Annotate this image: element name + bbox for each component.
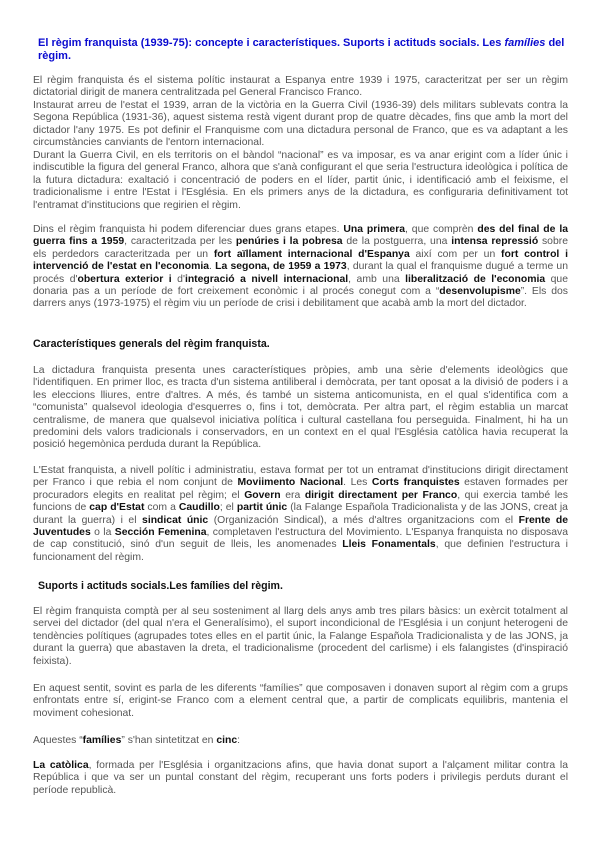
characteristics-paragraph-2: L'Estat franquista, a nivell polític i administratiu, estava format per tot un entramat d'institucions dirigit directament per Franco i que rebia el nom conjunt de Moviimento Nacional. Les Corts franquistes estaven formades per procuradors elegits en realitat pel règim; el Govern era dirigit directament per Franco, qui exercia també les funcions de cap d'Estat com a Caudillo; el partit únic (la Falange Española Tradicionalista y de las JONS, creat ja durant la guerra) i el sindicat únic (Organización Sindical), a més d'altres organitzacions com el Frente de Juventudes o la Sección Femenina, completaven l'estructura del Movimiento. L'Espanya franquista no disposava de cap constitució, sinó d'un seguit de lleis, les anomenades Lleis Fonamentals, que definien l'estructura i funcionament del règim. [33,465,569,563]
document-title: El règim franquista (1939-75): concepte i característiques. Suports i actituds socials. Les famílies del règim. [38,37,565,62]
characteristics-paragraph-1: La dictadura franquista presenta unes característiques pròpies, amb una sèrie d'elements ideològics que l'identifiquen. En primer lloc, es tracta d'un sistema antiliberal i demòcrata, per tant oposat a la divisió de poders i a les eleccions lliures, entre d'altres. A més, és també un sistema anticomunista, en el qual s'identifica com a “comunista” qualsevol ideologia d'esquerres o, fins i tot, demòcrata. Per altra part, el règim establia un marcat centralisme, de manera que qualsevol iniciativa política i cultural castellana fou perseguida. Finalment, hi ha un predomini dels valors tradicionals i conservadors, en un context en el qual l'Església catòlica havia recuperat la posició hegemònica perduda durant la República. [33,365,568,451]
section-heading-characteristics: Característiques generals del règim franquista. [33,338,270,350]
intro-paragraph-3: Durant la Guerra Civil, en els territoris on el bàndol “nacional” es va imposar, es va anar erigint com a líder únic i indiscutible la figura del general Franco, alhora que s'anà configurant el que seria l'estructura ideològica i política de la futura dictadura: exaltació i concentració de poders en el líder, partit únic, i identificació amb el feixisme, el tradicionalisme i entre l'Estat i l'Església. En els primers anys de la dictadura, es configuraria definitivament tot l'entramat d'institucions que regirien el règim. [33,150,568,211]
supports-paragraph-2: En aquest sentit, sovint es parla de les diferents “famílies” que composaven i donaven suport al règim com a grups enfrontats entre sí, erigint-se Franco com a element central que, a partir de complicats equilibris, mantenia el moviment cohesionat. [33,683,568,719]
supports-paragraph-3: Aquestes “famílies” s'han sintetitzat en cinc: [33,735,241,746]
supports-paragraph-1: El règim franquista comptà per al seu sosteniment al llarg dels anys amb tres pilars bàsics: un exèrcit totalment al servei del dictador (del qual n'era el Generalísimo), el suport incondicional de l'Església i un conjunt heterogeni de tendències polítiques (agrupades totes elles en el partit únic, la Falange Española Tradicionalista y de las JONS, ja durant la guerra) que abastaven la dreta, el tradicionalisme (procedent del carlisme) i els falangistes (d'inspiració feixista). [33,606,568,667]
supports-paragraph-4: La catòlica, formada per l'Església i organitzacions afins, que havia donat suport a l'alçament militar contra la República i que va ser un puntal constant del règim, recuperant uns forts poders i privilegis perduts durant el període republicà. [33,760,568,796]
intro-paragraph-2: Instaurat arreu de l'estat el 1939, arran de la victòria en la Guerra Civil (1936-39) dels militars sublevats contra la Segona República (1931-36), aquest sistema restà vigent durant prop de quatre dècades, fins que amb la mort del dictador l'any 1975. Es pot definir el Franquisme com una dictadura personal de Franco, que es va adaptant a les circumstàncies canviants de l'entorn internacional. [33,100,568,149]
section-heading-supports: Suports i actituds socials.Les famílies del règim. [38,580,283,592]
intro-paragraph-4: Dins el règim franquista hi podem diferenciar dues grans etapes. Una primera, que comprèn des del final de la guerra fins a 1959, caracteritzada per les penúries i la pobresa de la postguerra, una intensa repressió sobre els perdedors caracteritzada per un fort aïllament internacional d'Espanya així com per un fort control i intervenció de l'estat en l'economia. La segona, de 1959 a 1973, durant la qual el franquisme dugué a terme un procés d'obertura exterior i d'integració a nivell internacional, amb una liberalització de l'economia que donaria pas a un període de fort creixement econòmic i al procés conegut com a “desenvolupisme”. Els dos darrers anys (1973-1975) el règim viu un període de crisi i debilitament que acabà amb la mort del dictador. [33,224,568,310]
intro-paragraph-1: El règim franquista és el sistema polític instaurat a Espanya entre 1939 i 1975, caracteritzat per ser un règim dictatorial dirigit de manera centralitzada pel General Francisco Franco. [33,75,568,99]
